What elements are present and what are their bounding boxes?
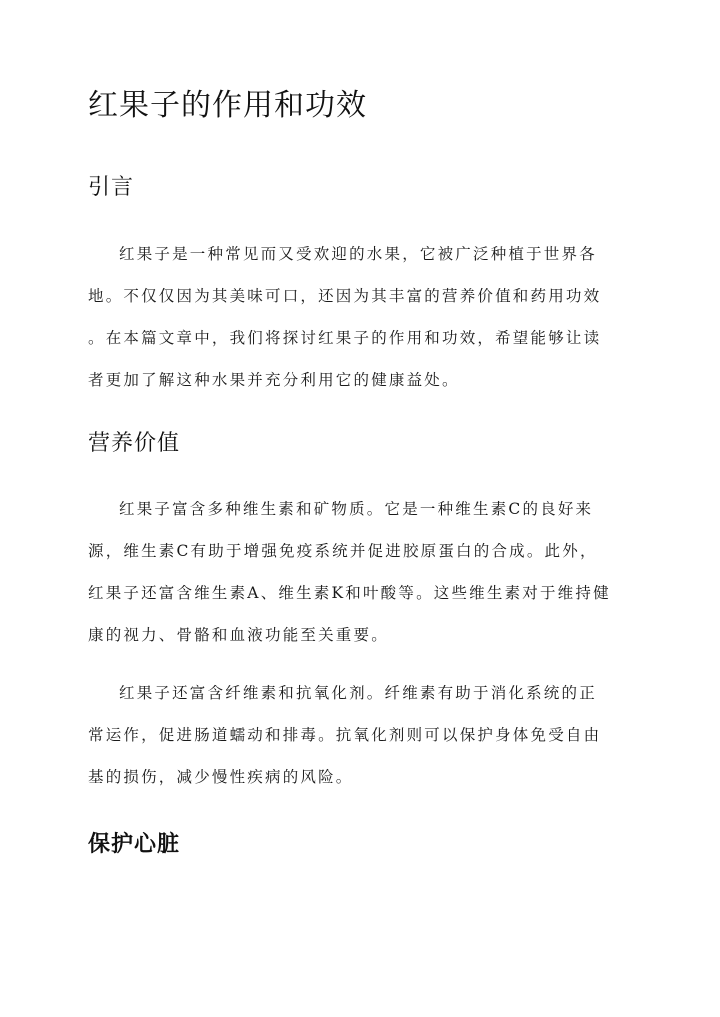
paragraph-line: 康的视力、骨骼和血液功能至关重要。 [88, 626, 389, 644]
paragraph-line: 红果子是一种常见而又受欢迎的水果，它被广泛种植于世界各 [119, 245, 597, 263]
paragraph-line: 地。不仅仅因为其美味可口，还因为其丰富的营养价值和药用功效 [88, 287, 602, 305]
paragraph-line: 红果子富含多种维生素和矿物质。它是一种维生素C的良好来 [119, 500, 594, 518]
paragraph-line: 红果子还富含维生素A、维生素K和叶酸等。这些维生素对于维持健 [88, 584, 611, 602]
paragraph-line: 源，维生素C有助于增强免疫系统并促进胶原蛋白的合成。此外， [88, 542, 598, 560]
paragraph-line: 红果子还富含纤维素和抗氧化剂。纤维素有助于消化系统的正 [119, 684, 597, 702]
paragraph-line: 。在本篇文章中，我们将探讨红果子的作用和功效，希望能够让读 [88, 329, 602, 347]
section-heading-introduction: 引言 [88, 175, 135, 200]
paragraph-line: 者更加了解这种水果并充分利用它的健康益处。 [88, 371, 460, 389]
paragraph-nutrition-vitamins [88, 488, 634, 656]
paragraph-introduction [88, 233, 634, 401]
paragraph-nutrition-fiber [88, 672, 634, 798]
paragraph-line: 基的损伤，减少慢性疾病的风险。 [88, 768, 354, 786]
paragraph-line: 常运作，促进肠道蠕动和排毒。抗氧化剂则可以保护身体免受自由 [88, 726, 602, 744]
section-heading-heart: 保护心脏 [88, 831, 181, 857]
document-title: 红果子的作用和功效 [88, 88, 367, 123]
section-heading-nutrition: 营养价值 [88, 431, 181, 456]
